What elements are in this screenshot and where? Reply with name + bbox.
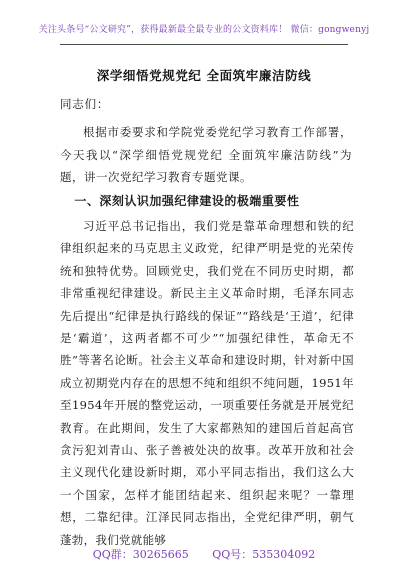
section-heading: 一、深刻认识加强纪律建设的极端重要性 [74,194,300,208]
footer-qq-group: QQ群：30265665 [92,548,189,561]
intro-paragraph: 根据市委要求和学院党委党纪学习教育工作部署，今天我以“深学细悟党规党纪 全面筑牢廉洁防线”为题，讲一次党纪学习教育专题党课。 [60,125,352,184]
footer-qq-number: QQ号：535304092 [212,548,316,561]
body-paragraph: 习近平总书记指出，我们党是靠革命理想和铁的纪律组织起来的马克思主义政党，纪律严明是党的光荣传统和独特优势。回顾党史，我们党在不同历史时期，都非常重视纪律建设。新民主主义革命时期，毛泽东同志先后提出“纪律是执行路线的保证”“路线是‘王道’，纪律是‘霸道’，这两者都不可少”“加强纪律性，革命无不胜”等著名论断。社会主义革命和建设时期，针对新中国成立初期党内存在的思想不纯和组织不纯问题，1951年至1954年开展的整党运动，一项重要任务就是开展党纪教育。在此期间，发生了大家都熟知的建国后首起高官贪污犯刘青山、张子善被处决的故事。改革开放和社会主义现代化建设新时期，邓小平同志指出，我们这么大一个国家，怎样才能团结起来、组织起来呢？一靠理想，二靠纪律。江泽民同志指出，全党纪律严明，朝气蓬勃，我们党就能够 [60,219,354,547]
header-note: 关注头条号“公文研究”，获得最新最全最专业的公文资料库！ 微信：gongwenyj [38,25,370,35]
header-divider [60,44,348,45]
document-title: 深学细悟党规党纪 全面筑牢廉洁防线 [96,68,312,83]
salutation: 同志们： [60,97,110,111]
footer-contact [0,546,408,562]
